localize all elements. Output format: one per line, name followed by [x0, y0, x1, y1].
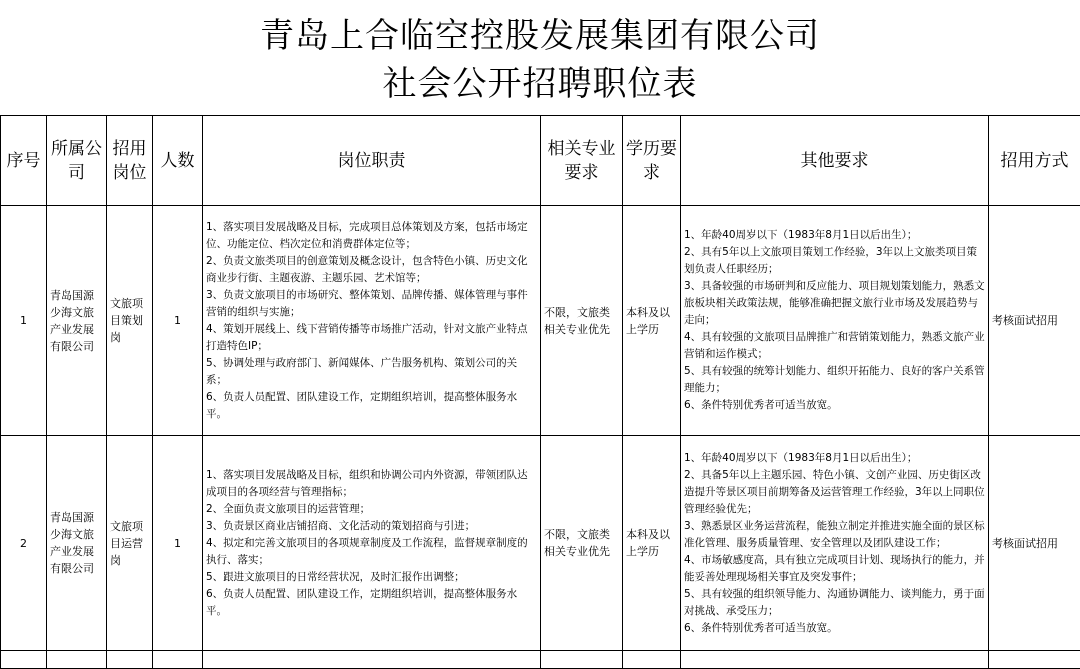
duty-item: 3、负责文旅项目的市场研究、整体策划、品牌传播、媒体管理与事件营销的组织与实施；: [206, 287, 537, 321]
duty-item: 1、落实项目发展战略及目标，组织和协调公司内外资源，带领团队达成项目的各项经营与管理指标；: [206, 467, 537, 501]
empty-cell: [107, 651, 153, 669]
duty-item: 2、负责文旅类项目的创意策划及概念设计，包含特色小镇、历史文化商业步行街、主题夜游、主题乐园、艺术馆等；: [206, 253, 537, 287]
header-major: 相关专业要求: [541, 116, 623, 206]
cell-other: [681, 436, 989, 651]
empty-cell: [989, 651, 1080, 669]
cell-company: 青岛国源少海文旅产业发展有限公司: [47, 206, 107, 436]
duty-item: 6、负责人员配置、团队建设工作，定期组织培训，提高整体服务水平。: [206, 389, 537, 423]
requirement-item: 2、具有5年以上文旅项目策划工作经验，3年以上文旅类项目策划负责人任职经历；: [684, 244, 985, 278]
table-row: [1, 436, 1080, 651]
requirement-item: 4、市场敏感度高，具有独立完成项目计划、现场执行的能力，并能妥善处理现场相关事宜及突发事件；: [684, 552, 985, 586]
requirement-item: 5、具有较强的统筹计划能力、组织开拓能力、良好的客户关系管理能力；: [684, 363, 985, 397]
requirement-item: 1、年龄40周岁以下（1983年8月1日以后出生）；: [684, 450, 985, 467]
header-seq: 序号: [1, 116, 47, 206]
cell-company: 青岛国源少海文旅产业发展有限公司: [47, 436, 107, 651]
cell-education: 本科及以上学历: [623, 206, 681, 436]
empty-cell: [203, 651, 541, 669]
duty-item: 5、协调处理与政府部门、新闻媒体、广告服务机构、策划公司的关系；: [206, 355, 537, 389]
duty-item: 5、跟进文旅项目的日常经营状况，及时汇报作出调整；: [206, 569, 537, 586]
cell-education: 本科及以上学历: [623, 436, 681, 651]
requirement-item: 1、年龄40周岁以下（1983年8月1日以后出生）；: [684, 227, 985, 244]
header-position: 招用岗位: [107, 116, 153, 206]
table-row-empty: [1, 651, 1080, 669]
empty-cell: [153, 651, 203, 669]
empty-cell: [47, 651, 107, 669]
requirement-item: 3、具备较强的市场研判和反应能力、项目规划策划能力，熟悉文旅板块相关政策法规，能够准确把握文旅行业市场及发展趋势与走向；: [684, 278, 985, 329]
requirement-item: 3、熟悉景区业务运营流程，能独立制定并推进实施全面的景区标准化管理、服务质量管理、安全管理以及团队建设工作；: [684, 518, 985, 552]
header-other: 其他要求: [681, 116, 989, 206]
cell-duties: [203, 206, 541, 436]
cell-duties: [203, 436, 541, 651]
header-row: [1, 116, 1080, 206]
cell-seq: 1: [1, 206, 47, 436]
table-row: [1, 206, 1080, 436]
duty-item: 1、落实项目发展战略及目标，完成项目总体策划及方案，包括市场定位、功能定位、档次定位和消费群体定位等；: [206, 219, 537, 253]
requirement-item: 6、条件特别优秀者可适当放宽。: [684, 397, 985, 414]
cell-major: 不限，文旅类相关专业优先: [541, 436, 623, 651]
header-education: 学历要求: [623, 116, 681, 206]
requirement-item: 6、条件特别优秀者可适当放宽。: [684, 620, 985, 637]
duty-item: 4、拟定和完善文旅项目的各项规章制度及工作流程，监督规章制度的执行、落实；: [206, 535, 537, 569]
cell-count: 1: [153, 436, 203, 651]
document-title: 青岛上合临空控股发展集团有限公司: [0, 0, 1080, 60]
empty-cell: [1, 651, 47, 669]
empty-cell: [681, 651, 989, 669]
requirement-item: 4、具有较强的文旅项目品牌推广和营销策划能力，熟悉文旅产业营销和运作模式；: [684, 329, 985, 363]
duty-item: 6、负责人员配置、团队建设工作，定期组织培训，提高整体服务水平。: [206, 586, 537, 620]
requirement-item: 5、具有较强的组织领导能力、沟通协调能力、谈判能力，勇于面对挑战、承受压力；: [684, 586, 985, 620]
document-subtitle: 社会公开招聘职位表: [0, 60, 1080, 108]
duty-item: 3、负责景区商业店铺招商、文化活动的策划招商与引进；: [206, 518, 537, 535]
cell-position: 文旅项目策划岗: [107, 206, 153, 436]
cell-count: 1: [153, 206, 203, 436]
header-company: 所属公司: [47, 116, 107, 206]
header-duties: 岗位职责: [203, 116, 541, 206]
cell-seq: 2: [1, 436, 47, 651]
empty-cell: [541, 651, 623, 669]
header-count: 人数: [153, 116, 203, 206]
requirement-item: 2、具备5年以上主题乐园、特色小镇、文创产业园、历史街区改造提升等景区项目前期筹备及运营管理工作经验，3年以上同职位管理经验优先；: [684, 467, 985, 518]
header-method: 招用方式: [989, 116, 1080, 206]
cell-other: [681, 206, 989, 436]
duty-item: 4、策划开展线上、线下营销传播等市场推广活动，针对文旅产业特点打造特色IP；: [206, 321, 537, 355]
title-block: [0, 0, 1080, 115]
cell-major: 不限，文旅类相关专业优先: [541, 206, 623, 436]
recruitment-table: [0, 115, 1080, 669]
cell-method: 考核面试招用: [989, 206, 1080, 436]
empty-cell: [623, 651, 681, 669]
duty-item: 2、全面负责文旅项目的运营管理；: [206, 501, 537, 518]
cell-method: 考核面试招用: [989, 436, 1080, 651]
cell-position: 文旅项目运营岗: [107, 436, 153, 651]
